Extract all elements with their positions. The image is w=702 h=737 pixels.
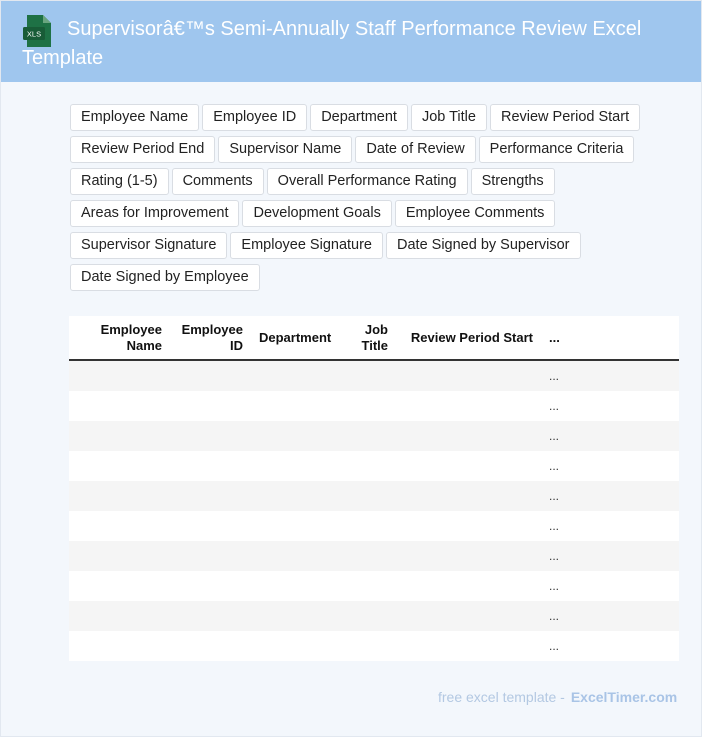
table-row (69, 601, 679, 631)
table-cell[interactable] (396, 631, 541, 661)
table-cell-more[interactable]: ... (541, 601, 679, 631)
table-cell[interactable] (251, 360, 352, 391)
field-tag[interactable]: Supervisor Signature (70, 232, 227, 259)
table-cell-more[interactable]: ... (549, 399, 560, 413)
table-cell[interactable] (251, 601, 352, 631)
field-tag[interactable]: Comments (172, 168, 264, 195)
table-cell[interactable] (352, 571, 396, 601)
table-cell[interactable] (69, 451, 170, 481)
field-tag[interactable]: Job Title (411, 104, 487, 131)
field-tag[interactable]: Rating (1-5) (70, 168, 169, 195)
field-tag[interactable]: Employee Comments (395, 200, 556, 227)
table-cell[interactable] (396, 481, 541, 511)
col-header-employee-name[interactable]: Employee Name (69, 316, 170, 360)
table-cell[interactable] (396, 511, 541, 541)
table-row (69, 571, 679, 601)
field-tag[interactable]: Strengths (471, 168, 555, 195)
table-cell[interactable] (170, 451, 251, 481)
data-table (69, 316, 679, 661)
footer (438, 689, 683, 705)
field-tag[interactable]: Areas for Improvement (70, 200, 239, 227)
col-header-job-title[interactable]: Job Title (352, 316, 396, 360)
table-cell[interactable] (352, 601, 396, 631)
table-cell[interactable] (251, 481, 352, 511)
field-tag[interactable]: Development Goals (242, 200, 391, 227)
table-cell[interactable] (352, 631, 396, 661)
table-body (69, 360, 679, 661)
field-tag-list (70, 104, 670, 296)
field-tag[interactable]: Employee Name (70, 104, 199, 131)
table-cell[interactable] (352, 541, 396, 571)
table-cell[interactable] (251, 421, 352, 451)
table-header-row (69, 316, 679, 360)
col-header-review-period-start[interactable]: Review Period Start (396, 316, 541, 360)
field-tag[interactable]: Supervisor Name (218, 136, 352, 163)
table-row (69, 511, 679, 541)
field-tag[interactable]: Overall Performance Rating (267, 168, 468, 195)
table-cell[interactable] (170, 360, 251, 391)
table-cell[interactable] (170, 631, 251, 661)
table-cell[interactable] (396, 571, 541, 601)
table-cell[interactable] (251, 571, 352, 601)
table-cell[interactable] (170, 571, 251, 601)
table-cell-more[interactable]: ... (549, 639, 560, 653)
table-cell-more[interactable]: ... (541, 421, 679, 451)
table-cell-more[interactable]: ... (541, 541, 679, 571)
table-cell-more[interactable]: ... (549, 459, 560, 473)
table-cell[interactable] (251, 511, 352, 541)
table-cell-more[interactable]: ... (549, 519, 560, 533)
table-cell[interactable] (396, 421, 541, 451)
field-tag[interactable]: Date Signed by Employee (70, 264, 260, 291)
table-cell[interactable] (69, 481, 170, 511)
table-row (69, 481, 679, 511)
field-tag[interactable]: Date Signed by Supervisor (386, 232, 581, 259)
table-cell[interactable] (396, 541, 541, 571)
table-cell[interactable] (251, 631, 352, 661)
table-cell[interactable] (396, 360, 541, 391)
field-tag[interactable]: Review Period End (70, 136, 215, 163)
table-cell[interactable] (396, 391, 541, 421)
col-header-more[interactable]: ... (541, 316, 679, 360)
table-cell[interactable] (69, 631, 170, 661)
table-cell[interactable] (69, 541, 170, 571)
page-title: Supervisorâ€™s Semi-Annually Staff Performance Review Excel Template (22, 18, 642, 69)
field-tag[interactable]: Employee Signature (230, 232, 383, 259)
table-cell[interactable] (396, 451, 541, 481)
table-cell[interactable] (170, 481, 251, 511)
table-cell-more[interactable]: ... (541, 360, 679, 391)
table-row (69, 541, 679, 571)
table-cell[interactable] (170, 391, 251, 421)
table-row (69, 631, 679, 661)
field-tag[interactable]: Employee ID (202, 104, 307, 131)
table-cell[interactable] (352, 451, 396, 481)
table-cell[interactable] (69, 421, 170, 451)
table-row (69, 391, 679, 421)
table-cell[interactable] (251, 451, 352, 481)
field-tag[interactable]: Department (310, 104, 408, 131)
footer-brand-link[interactable]: ExcelTimer.com (570, 689, 678, 705)
col-header-employee-id[interactable]: Employee ID (170, 316, 251, 360)
table-cell[interactable] (69, 360, 170, 391)
table-cell[interactable] (352, 481, 396, 511)
table-cell[interactable] (396, 601, 541, 631)
table-cell[interactable] (170, 511, 251, 541)
table-cell[interactable] (69, 391, 170, 421)
field-tag[interactable]: Performance Criteria (479, 136, 635, 163)
table-cell[interactable] (170, 601, 251, 631)
table-cell-more[interactable]: ... (541, 481, 679, 511)
table-cell[interactable] (352, 360, 396, 391)
table-cell-more[interactable]: ... (549, 579, 560, 593)
xls-icon-label: XLS (26, 29, 42, 39)
table-row (69, 451, 679, 481)
table-cell[interactable] (69, 511, 170, 541)
table-cell[interactable] (69, 601, 170, 631)
footer-text: free excel template - (438, 689, 565, 705)
table-cell[interactable] (170, 541, 251, 571)
table-cell[interactable] (251, 541, 352, 571)
table-row (69, 421, 679, 451)
table-row (69, 360, 679, 391)
table-cell[interactable] (251, 391, 352, 421)
field-tag[interactable]: Date of Review (355, 136, 475, 163)
table-cell[interactable] (69, 571, 170, 601)
col-header-department[interactable]: Department (251, 316, 352, 360)
table-cell[interactable] (352, 421, 396, 451)
table-cell[interactable] (170, 421, 251, 451)
header-bar (1, 1, 701, 82)
table-cell[interactable] (352, 511, 396, 541)
table-cell[interactable] (352, 391, 396, 421)
field-tag[interactable]: Review Period Start (490, 104, 640, 131)
